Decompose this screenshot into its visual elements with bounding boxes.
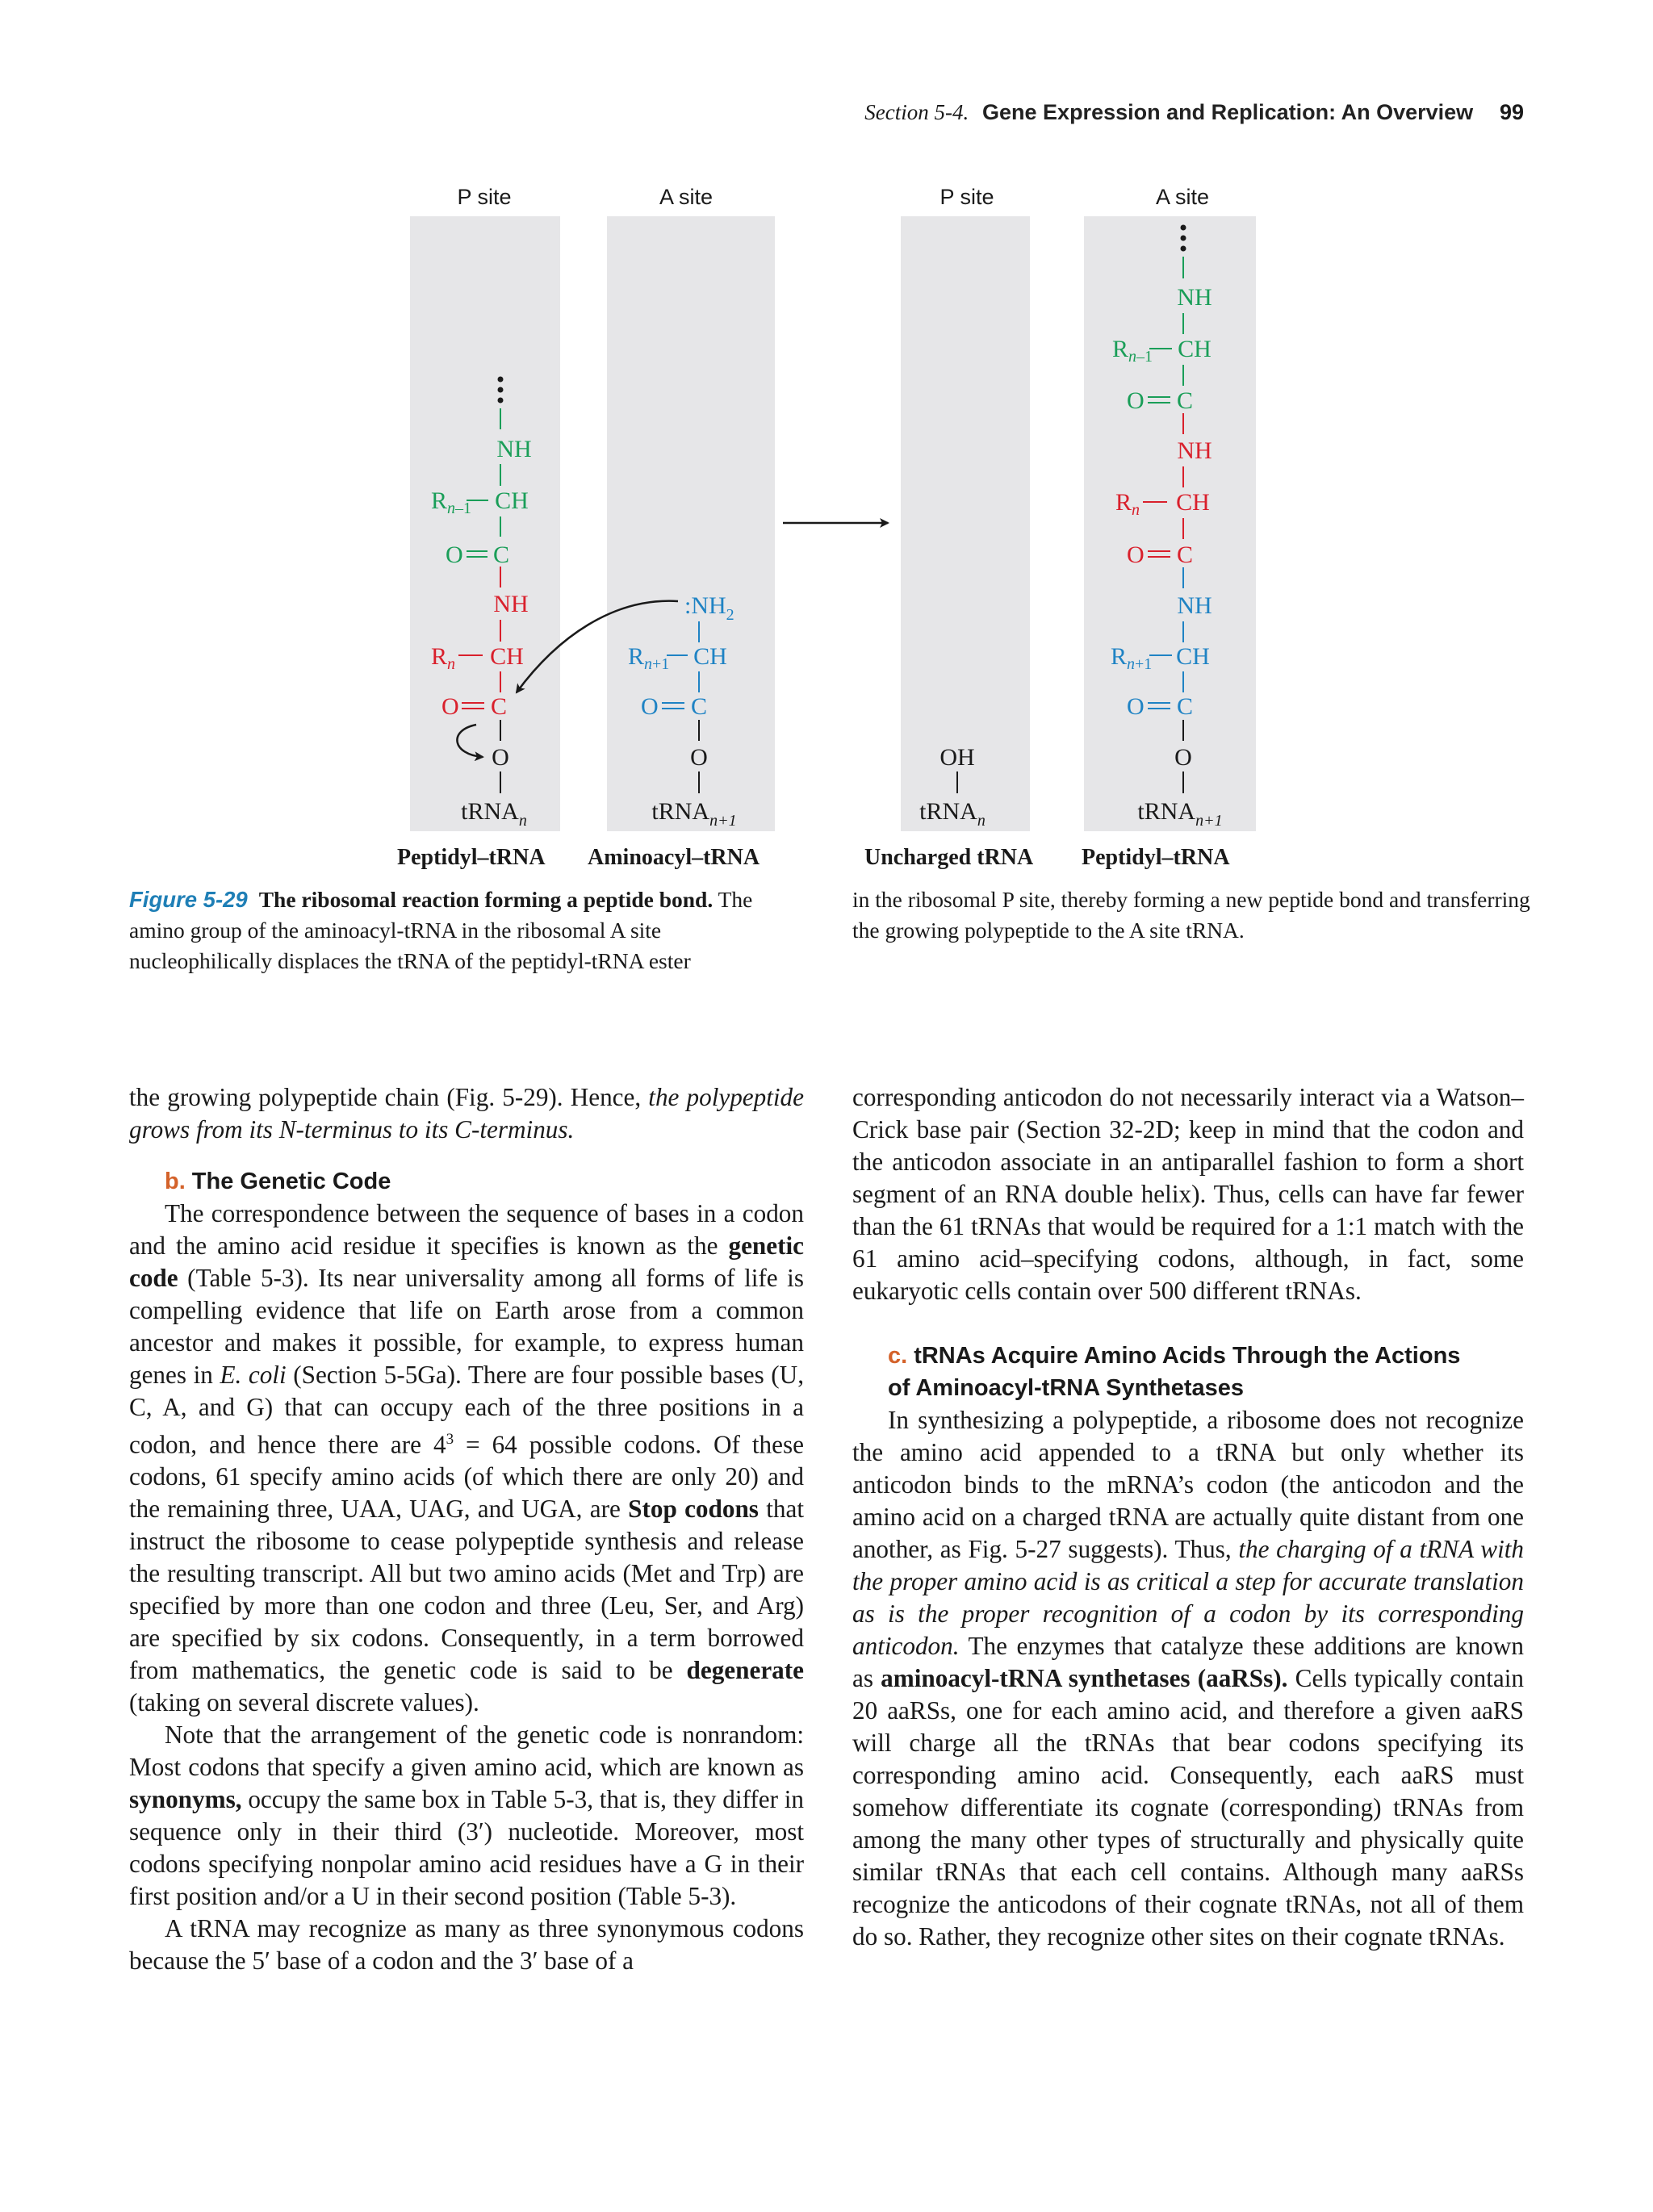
svg-text:OH: OH [939,744,975,771]
svg-text:C: C [691,693,708,720]
paragraph: Note that the arrangement of the genetic code is nonrandom: Most codons that specify a given amino acid, which are known as synonyms, occupy the same box in Table 5-3, that is, they differ in sequence only in their third (3′) nucleotide. Moreover, most codons specifying nonpolar amino acid residues have a G in their first position and/or a U in their second position (Table 5-3). [129,1721,805,1911]
svg-text:tRNAn: tRNA$_n$ [461,798,527,830]
svg-text:O: O [641,693,659,720]
section-label: Section 5-4. [864,100,969,124]
svg-text:NH: NH [496,436,532,462]
figure-number: Figure 5-29 [129,887,248,912]
svg-text:Rn–1: $R_n-1$ [431,487,472,517]
svg-text:O: O [1174,744,1192,771]
paragraph: A tRNA may recognize as many as three synonymous codons because the 5′ base of a codon and the 3′ base of a [129,1914,804,1976]
caption-text: The amino group of the aminoacyl-tRNA in the ribosomal A site nucleophilically displaces the tRNA of the peptidyl-tRNA ester [129,887,753,973]
svg-text:O: O [1127,542,1145,568]
sublabel-uncharged-trna: Uncharged tRNA [864,845,1034,870]
site-label: A site [1155,185,1210,209]
site-label: P site [939,185,994,209]
svg-text:Rn: $R_n$ [1115,489,1140,519]
svg-text:NH: NH [1177,592,1212,619]
svg-text:Rn: $R_n$ [431,643,456,673]
svg-text:O: O [690,744,708,771]
svg-text:CH: CH [1176,643,1210,670]
svg-text:C: C [1177,387,1194,414]
paragraph: corresponding anticodon do not necessarily interact via a Watson–Crick base pair (Section 32-2D; keep in mind that the codon and the anticodon associate in an antiparallel fashion to form a short segment of an RNA double helix). Thus, cells can have far fewer than the 61 tRNAs that would be required for a 1:1 match with the 61 amino acid–specifying codons, although, in fact, some eukaryotic cells contain over 500 different tRNAs. [852,1083,1524,1305]
caption-right [852,884,1530,946]
svg-text:tRNAn+1: tRNA$_{n+1}$ [651,798,737,830]
figure-title: The ribosomal reaction forming a peptide bond. [258,887,714,912]
svg-text:O: O [492,744,509,771]
site-label: P site [457,185,512,209]
svg-text:CH: CH [495,487,529,514]
body-column-right [852,1081,1524,1953]
svg-text:O: O [1127,693,1145,720]
reaction-diagram [0,0,1653,952]
a-site-panel [1084,216,1256,831]
paragraph: the growing polypeptide chain (Fig. 5-29). Hence, the polypeptide grows from its N-terminus to its C-terminus. [129,1083,804,1144]
svg-text:Rn+1: $R_n+1$ [1111,643,1153,673]
chapter-section-title: Gene Expression and Replication: An Overview [982,100,1474,124]
svg-text:CH: CH [490,643,524,670]
svg-text:tRNAn+1: tRNA$_{n+1}$ [1137,798,1223,830]
svg-text:C: C [1177,542,1194,568]
page-number: 99 [1499,100,1524,124]
svg-text:C: C [493,542,510,568]
svg-text:tRNAn: tRNA$_n$ [919,798,986,830]
section-heading-c: c. tRNAs Acquire Amino Acids Through the Actions of Aminoacyl-tRNA Synthetases [888,1343,1461,1401]
svg-text:C: C [491,693,508,720]
svg-text:Rn–1: $R_n-1$ [1112,336,1153,366]
svg-text:O: O [446,542,463,568]
a-site-panel [607,216,775,831]
svg-text:NH: NH [493,591,529,617]
svg-text:CH: CH [693,643,727,670]
section-heading-b: b. The Genetic Code [165,1169,391,1194]
paragraph: In synthesizing a polypeptide, a ribosome does not recognize the amino acid appended to a tRNA but only whether its anticodon binds to the mRNA’s codon (the anticodon and the amino acid on a charged tRNA are actually quite distant from one another, as Fig. 5-27 suggests). Thus, the charging of a tRNA with the proper amino acid is as critical a step for accurate translation as is the proper recognition of a codon by its corresponding anticodon. The enzymes that catalyze these additions are known as aminoacyl-tRNA synthetases (aaRSs). Cells typically contain 20 aaRSs, one for each amino acid, and therefore a given aaRS will charge all the tRNAs that bear codons specifying its corresponding amino acid. Consequently, each aaRS must somehow differentiate its cognate (corresponding) tRNAs from among the many other types of structurally and physically quite similar tRNAs that each cell contains. Although many aaRSs recognize the anticodons of their cognate tRNAs, not all of them do so. Rather, they recognize other sites on their cognate tRNAs. [852,1406,1525,1951]
sublabel-aminoacyl-trna: Aminoacyl–tRNA [588,845,760,870]
svg-text:O: O [441,693,459,720]
svg-text:Rn+1: $R_n+1$ [628,643,670,673]
figure-5-29 [0,0,1653,952]
svg-text:NH: NH [1177,437,1212,464]
body-column-left [129,1081,804,1977]
svg-text:CH: CH [1178,336,1212,362]
sublabel-peptidyl-trna: Peptidyl–tRNA [397,845,546,870]
svg-text::NH2: $:NH_2$ [684,592,734,624]
caption-left [129,884,807,976]
sublabel-peptidyl-trna-new: Peptidyl–tRNA [1082,845,1230,870]
svg-text:C: C [1177,693,1194,720]
site-label: A site [659,185,714,209]
svg-text:O: O [1127,387,1145,414]
caption-text: in the ribosomal P site, thereby forming a new peptide bond and transferring the growing polypeptide to the A site tRNA. [852,887,1530,943]
paragraph: The correspondence between the sequence of bases in a codon and the amino acid residue it specifies is known as the genetic code (Table 5-3). Its near universality among all forms of life is compelling evidence that life on Earth arose from a common ancestor and makes it possible, for example, to express human genes in E. coli (Section 5-5Ga). There are four possible bases (U, C, A, and G) that can occupy each of the three positions in a codon, and hence there are $4^3 = 64$ possible codons. Of these codons, 61 specify amino acids (of which there are only 20) and the remaining three, UAA, UAG, and UGA, are Stop codons that instruct the ribosome to cease polypeptide synthesis and release the resulting transcript. All but two amino acids (Met and Trp) are specified by more than one codon and three (Leu, Ser, and Arg) are specified by six codons. Consequently, in a term borrowed from mathematics, the genetic code is said to be degenerate (taking on several discrete values). [129,1199,804,1717]
p-site-panel [901,216,1030,831]
svg-text:NH: NH [1177,284,1212,311]
svg-text:CH: CH [1176,489,1210,516]
p-site-panel [410,216,560,831]
